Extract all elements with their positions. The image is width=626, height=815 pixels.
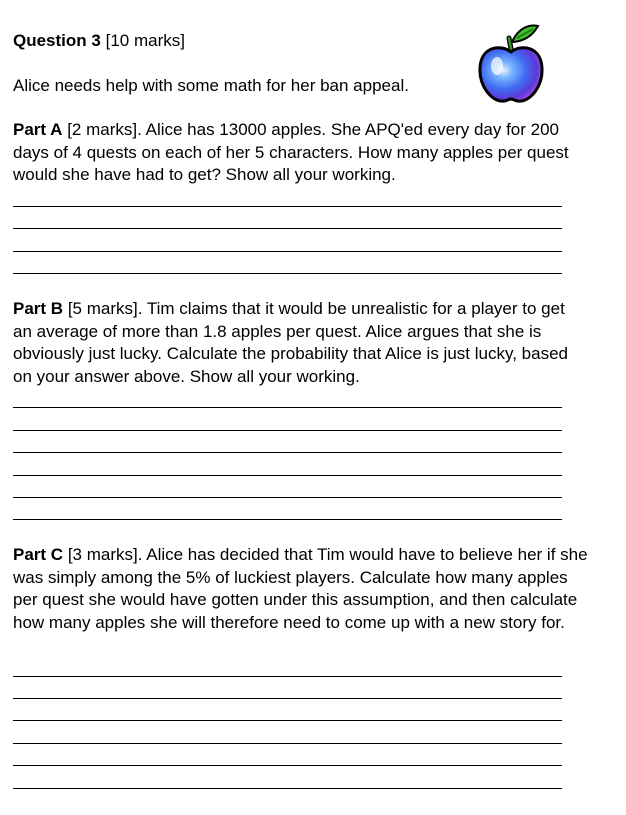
part-a-label: Part A [13,120,63,139]
part-c-answer-line-5 [13,765,562,766]
part-b-answer-line-3 [13,452,562,453]
part-a-answer-line-3 [13,251,562,252]
question-intro: Alice needs help with some math for her ban appeal. [13,76,409,95]
part-a-marks: [2 marks]. [67,120,142,139]
part-c-answer-line-6 [13,788,562,789]
question-label: Question 3 [13,31,101,50]
part-a-answer-line-4 [13,273,562,274]
part-a-text: Alice has 13000 apples. She APQ'ed every day for 200 days of 4 quests on each of her 5 characters. How many apples per quest would she have had to get? Show all your working. [13,120,569,184]
part-a-answer-line-1 [13,206,562,207]
part-c [13,544,588,634]
part-c-marks: [3 marks]. [67,545,143,564]
part-c-answer-line-1 [13,676,562,677]
part-b-answer-line-1 [13,407,562,408]
part-c-answer-line-2 [13,698,562,699]
part-b-answer-line-4 [13,475,562,476]
apple-icon [475,20,547,106]
part-b-marks: [5 marks]. [67,299,143,318]
question-title [13,31,185,51]
part-b-label: Part B [13,299,64,318]
part-b-answer-line-6 [13,519,562,520]
part-b-text: Tim claims that it would be unrealistic for a player to get an average of more than 1.8 apples per quest. Alice argues that she is obviously just lucky. Calculate the probability that Alice is just lucky, based on your answer above. Show all your working. [13,299,568,386]
question-marks: [10 marks] [105,31,185,50]
part-b-answer-line-5 [13,497,562,498]
part-c-text: Alice has decided that Tim would have to believe her if she was simply among the 5% of luckiest players. Calculate how many apples per quest she would have gotten under this assumption, and then calculate how many apples she will therefore need to come up with a new story for. [13,545,588,632]
part-b-answer-line-2 [13,430,562,431]
part-c-label: Part C [13,545,64,564]
part-c-answer-line-4 [13,743,562,744]
part-b [13,298,588,388]
part-c-answer-line-3 [13,720,562,721]
part-a-answer-line-2 [13,228,562,229]
part-a [13,119,588,187]
